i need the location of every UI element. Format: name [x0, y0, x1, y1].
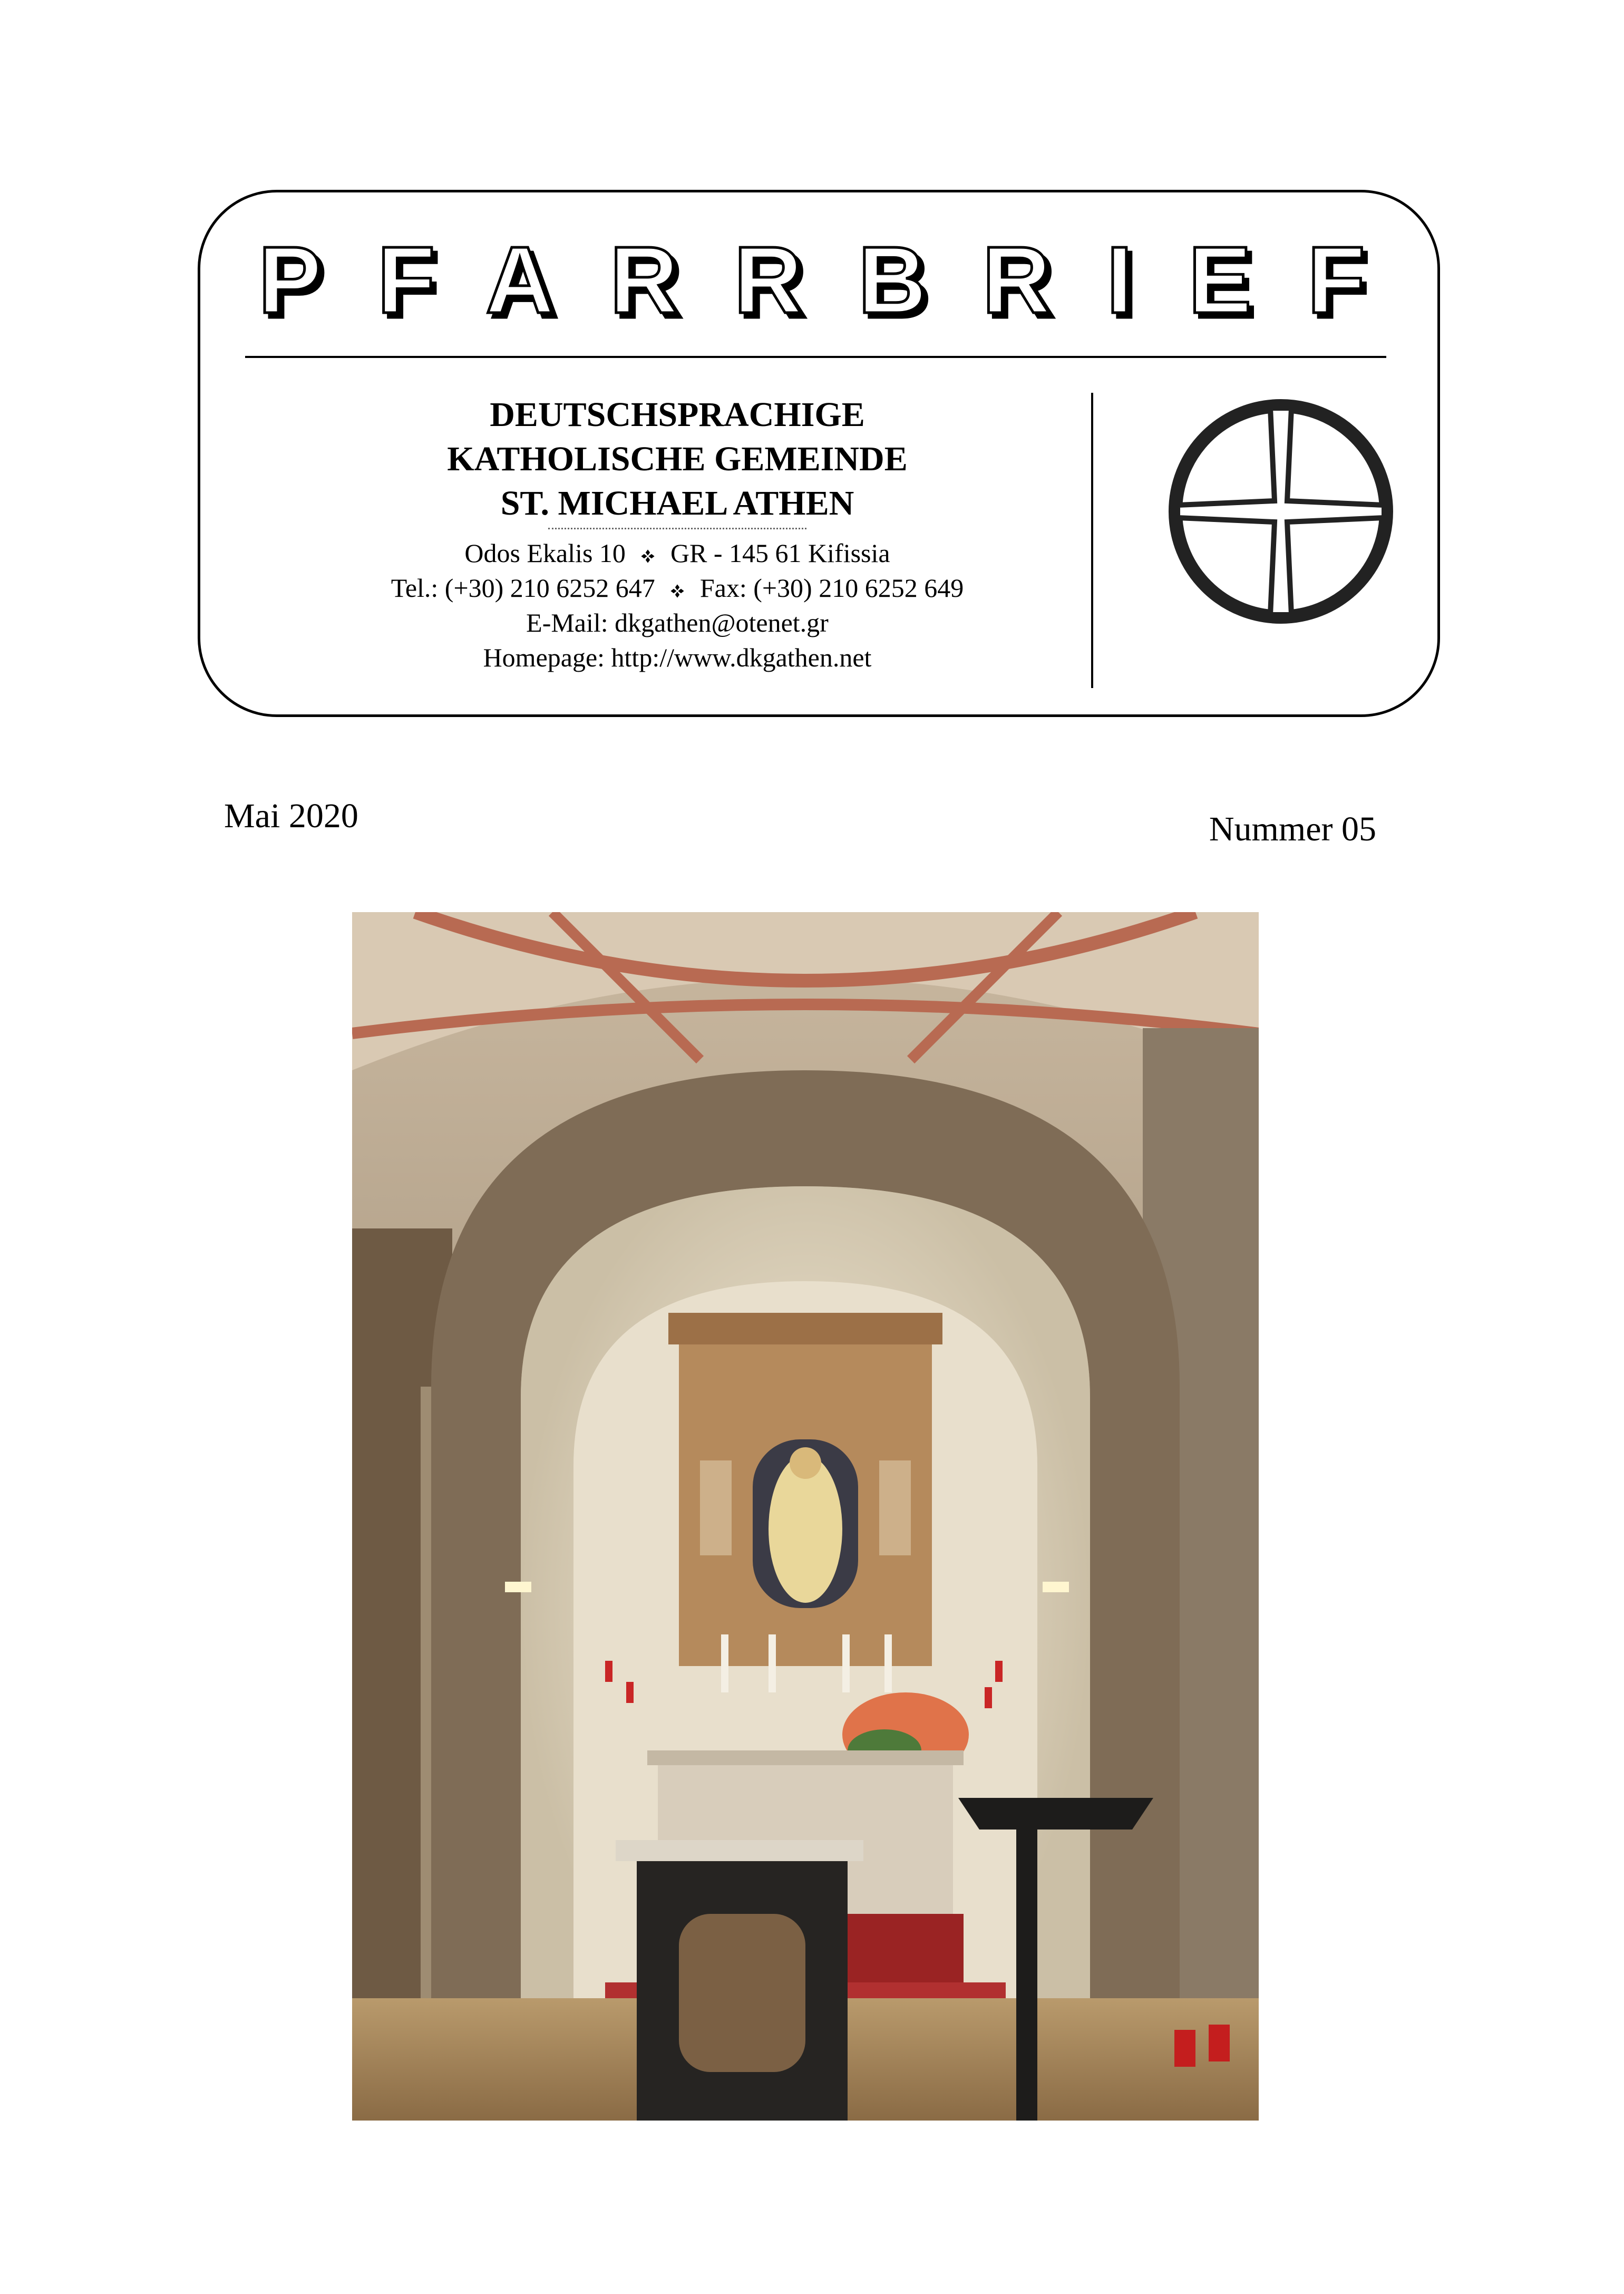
title-letters [242, 229, 1381, 324]
address-block [295, 393, 1059, 675]
masthead-title [242, 229, 1381, 324]
org-line-3: ST. MICHAEL ATHEN [500, 484, 854, 522]
address-city: GR - 145 61 Kifissia [670, 538, 890, 568]
diamond-cluster-icon [662, 570, 693, 605]
address-street: Odos Ekalis 10 [464, 538, 626, 568]
email-line[interactable]: E-Mail: dkgathen@otenet.gr [526, 608, 829, 637]
cover-photo [352, 912, 1259, 2121]
homepage-line[interactable]: Homepage: http://www.dkgathen.net [483, 643, 872, 672]
org-line-1: DEUTSCHSPRACHIGE [490, 395, 865, 434]
vertical-divider [1091, 393, 1093, 688]
issue-number: Nummer 05 [1209, 810, 1376, 848]
church-chancel-altar-photo [352, 912, 1259, 2121]
issue-date: Mai 2020 [224, 797, 358, 835]
title-text: PFARRBRIEF [258, 229, 1365, 324]
org-line-2: KATHOLISCHE GEMEINDE [447, 440, 908, 478]
phone-line [295, 570, 1059, 605]
title-rule [245, 356, 1386, 358]
masthead-box [198, 190, 1440, 717]
fax-number: Fax: (+30) 210 6252 649 [699, 573, 964, 603]
tel-number: Tel.: (+30) 210 6252 647 [391, 573, 655, 603]
address-line [295, 536, 1059, 570]
diamond-cluster-icon [632, 536, 664, 570]
dotted-divider [548, 528, 806, 529]
circle-cross-icon [1165, 395, 1397, 627]
